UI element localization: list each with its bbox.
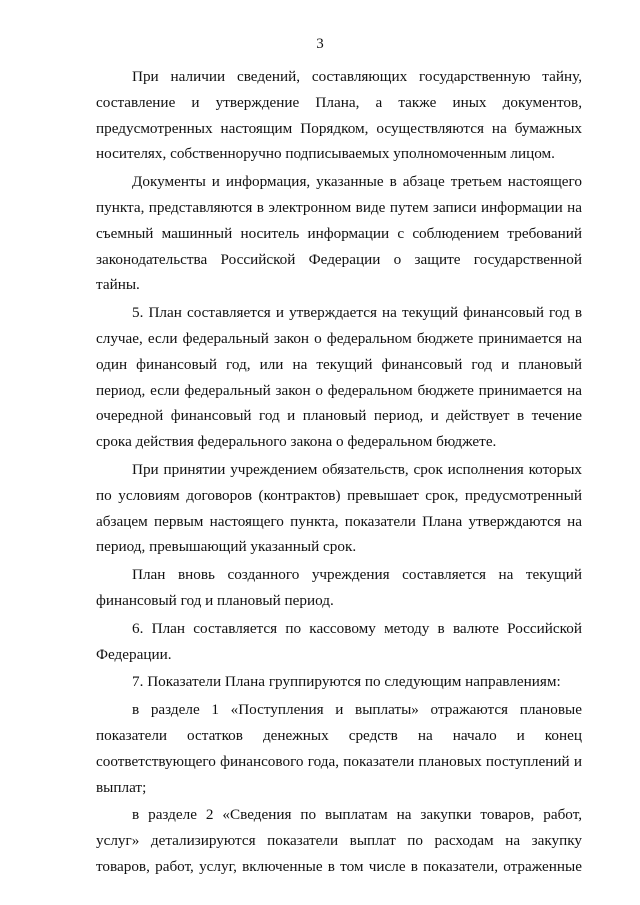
paragraph-section-1: в разделе 1 «Поступления и выплаты» отражаются плановые показатели остатков денежных средств на начало и конец соответствующего финансового года, показатели плановых поступлений и выплат; [96, 701, 582, 796]
paragraph-obligations: При принятии учреждением обязательств, срок исполнения которых по условиям договоров (контрактов) превышает срок, предусмотренный абзацем первым настоящего пункта, показатели Плана утверждаются на период, превышающий указанный срок. [96, 460, 582, 556]
document-body [96, 64, 582, 880]
paragraph-section-2: в разделе 2 «Сведения по выплатам на закупки товаров, работ, услуг» детализируются показатели выплат по расходам на закупку товаров, работ, услуг, включенные в том числе в показатели, отраженные [96, 806, 582, 875]
paragraph-item-6: 6. План составляется по кассовому методу в валюте Российской Федерации. [96, 619, 582, 663]
paragraph-electronic-form: Документы и информация, указанные в абзаце третьем настоящего пункта, представляются в электронном виде путем записи информации на съемный машинный носитель информации с соблюдением требований законодательства Российской Федерации о защите государственной тайны. [96, 173, 582, 294]
paragraph-item-7: 7. Показатели Плана группируются по следующим направлениям: [132, 673, 561, 691]
page-number: 3 [316, 36, 324, 52]
paragraph-state-secret: При наличии сведений, составляющих государственную тайну, составление и утверждение Плана, а также иных документов, предусмотренных настоящим Порядком, осуществляются на бумажных носителях, собственноручно подписываемых уполномоченным лицом. [96, 68, 582, 163]
paragraph-new-institution: План вновь созданного учреждения составляется на текущий финансовый год и плановый период. [96, 566, 582, 609]
paragraph-item-5: 5. План составляется и утверждается на текущий финансовый год в случае, если федеральный закон о федеральном бюджете принимается на один финансовый год, или на текущий финансовый год и плановый период, если федеральный закон о федеральном бюджете принимается на очередной финансовый год и плановый период, и действует в течение срока действия федерального закона о федеральном бюджете. [96, 304, 582, 451]
